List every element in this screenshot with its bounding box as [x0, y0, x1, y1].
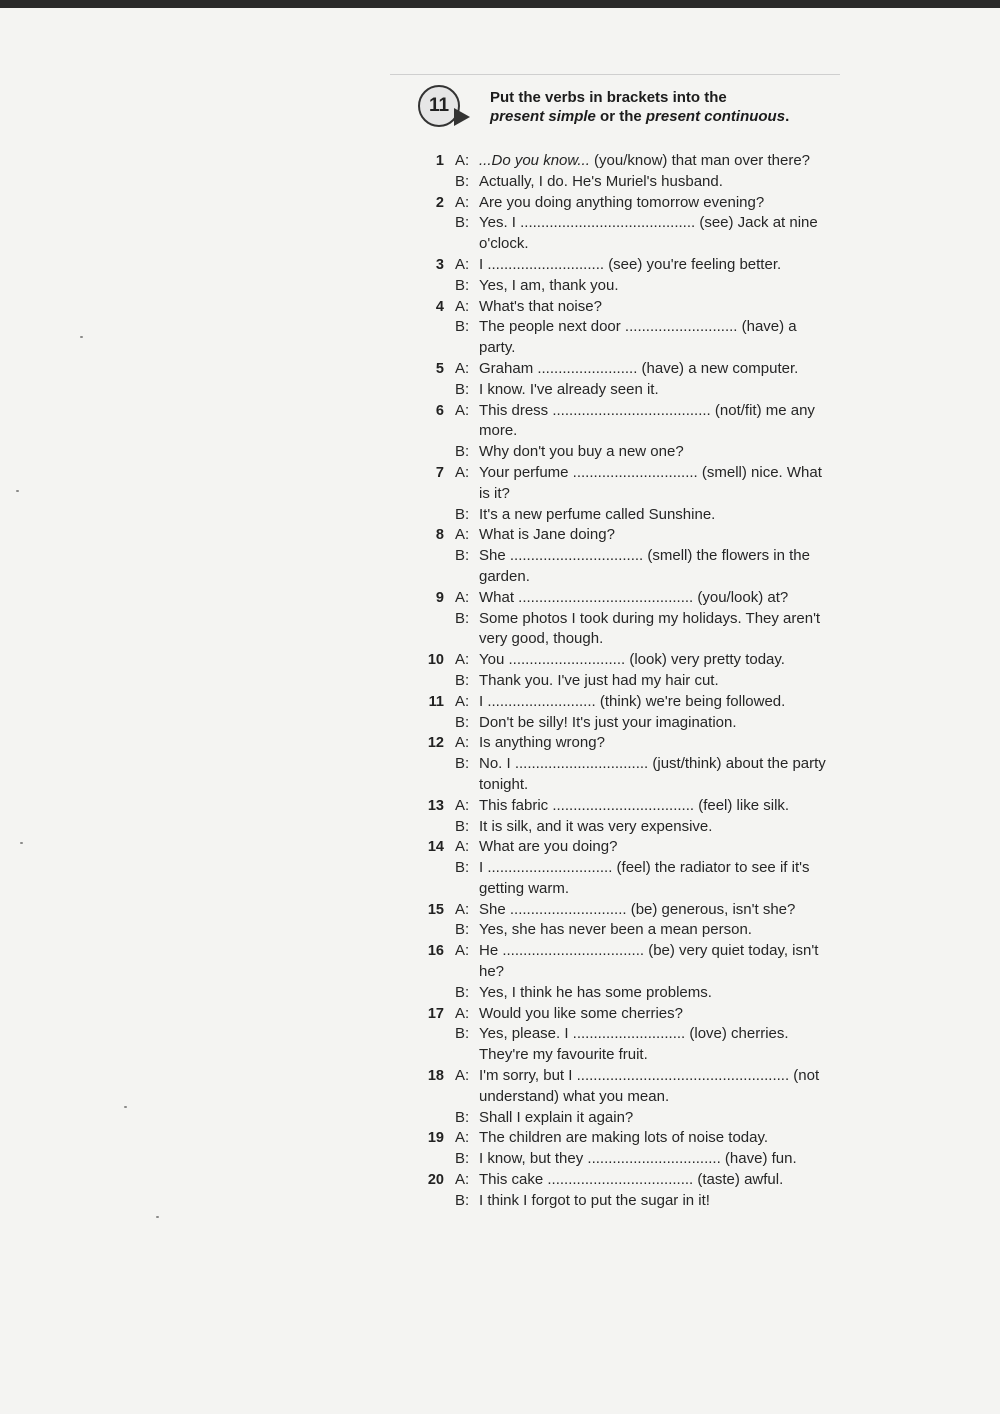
- text-segment: Your perfume .............................. (smell) nice. What is it?: [479, 463, 822, 502]
- exercise-item: [424, 650, 829, 692]
- dialogue-text: [479, 463, 829, 505]
- dialogue-line: [424, 1191, 829, 1212]
- speaker-label: B:: [455, 921, 470, 939]
- text-segment: What is Jane doing?: [479, 526, 615, 544]
- text-segment: It is silk, and it was very expensive.: [479, 817, 713, 835]
- speaker-label: A:: [455, 651, 470, 669]
- dialogue-line: [424, 380, 829, 401]
- speaker-label: B:: [455, 380, 470, 398]
- text-segment: Yes, please. I ........................... (love) cherries. They're my favourite fruit.: [479, 1025, 789, 1064]
- exercise-item: [424, 1128, 829, 1170]
- item-number: 15: [427, 901, 444, 918]
- dialogue-line: [424, 442, 829, 463]
- text-segment: I think I forgot to put the sugar in it!: [479, 1191, 710, 1209]
- instruction-line-1: Put the verbs in brackets into the: [490, 89, 727, 106]
- exercise-item: [424, 359, 829, 401]
- scan-speck: [80, 336, 83, 338]
- text-segment: I ............................ (see) you're feeling better.: [479, 255, 782, 273]
- text-segment: This fabric .................................. (feel) like silk.: [479, 796, 790, 814]
- item-number: 16: [427, 943, 444, 960]
- dialogue-text: [479, 151, 829, 172]
- text-segment: This cake ................................... (taste) awful.: [479, 1171, 784, 1189]
- badge-pointer-icon: [454, 108, 470, 126]
- scan-speck: [156, 1216, 159, 1218]
- dialogue-line: [424, 317, 829, 359]
- dialogue-text: [479, 276, 829, 297]
- dialogue-text: [479, 796, 829, 817]
- dialogue-line: [424, 546, 829, 588]
- speaker-label: A:: [455, 359, 470, 377]
- dialogue-line: [424, 817, 829, 838]
- dialogue-line: [424, 609, 829, 651]
- scan-speck: [16, 490, 19, 492]
- text-segment: I .............................. (feel) the radiator to see if it's getting warm.: [479, 859, 810, 897]
- dialogue-line: [424, 900, 829, 921]
- dialogue-text: [479, 900, 829, 921]
- item-number: 12: [427, 735, 444, 752]
- speaker-label: A:: [455, 1129, 470, 1147]
- dialogue-text: [479, 858, 829, 900]
- dialogue-line: [424, 213, 829, 255]
- speaker-label: B:: [455, 547, 470, 565]
- speaker-label: A:: [455, 838, 470, 856]
- dialogue-line: [424, 754, 829, 796]
- text-segment: The children are making lots of noise today.: [479, 1129, 769, 1147]
- exercise-item: [424, 588, 829, 650]
- speaker-label: A:: [455, 193, 470, 211]
- speaker-label: A:: [455, 900, 470, 918]
- text-segment: Don't be silly! It's just your imagination.: [479, 713, 737, 731]
- item-number: 2: [435, 194, 444, 211]
- dialogue-text: [479, 1108, 829, 1129]
- text-segment: I .......................... (think) we're being followed.: [479, 692, 786, 710]
- dialogue-text: [479, 733, 829, 754]
- dialogue-text: [479, 588, 829, 609]
- text-segment: The people next door ........................... (have) a party.: [479, 318, 797, 357]
- speaker-label: A:: [455, 526, 470, 544]
- dialogue-line: [424, 713, 829, 734]
- text-segment: Would you like some cherries?: [479, 1004, 683, 1022]
- dialogue-text: [479, 380, 829, 401]
- dialogue-text: [479, 713, 829, 734]
- item-number: 14: [427, 839, 444, 856]
- dialogue-text: [479, 1128, 829, 1149]
- exercise-item: [424, 255, 829, 297]
- dialogue-text: [479, 546, 829, 588]
- dialogue-line: [424, 297, 829, 318]
- text-segment: What's that noise?: [479, 297, 602, 315]
- dialogue-line: [424, 1066, 829, 1108]
- scan-speck: [124, 1106, 127, 1108]
- instruction-present-continuous: present continuous: [645, 108, 786, 125]
- text-segment: You ............................ (look) very pretty today.: [479, 651, 785, 669]
- dialogue-line: [424, 1170, 829, 1191]
- dialogue-line: [424, 837, 829, 858]
- speaker-label: A:: [455, 1004, 470, 1022]
- speaker-label: B:: [455, 172, 470, 190]
- header-rule: [390, 74, 840, 75]
- dialogue-text: [479, 1191, 829, 1212]
- text-segment: Yes, I am, thank you.: [479, 276, 619, 294]
- speaker-label: B:: [455, 1025, 470, 1043]
- dialogue-line: [424, 1108, 829, 1129]
- text-segment: This dress ...................................... (not/fit) me any more.: [479, 401, 815, 440]
- dialogue-line: [424, 692, 829, 713]
- text-segment: She ............................ (be) generous, isn't she?: [479, 900, 796, 918]
- dialogue-line: [424, 463, 829, 505]
- text-segment: Yes. I .......................................... (see) Jack at nine o'clock.: [479, 214, 818, 253]
- item-number: 4: [435, 298, 444, 315]
- dialogue-line: [424, 1024, 829, 1066]
- dialogue-line: [424, 172, 829, 193]
- exercise-item: [424, 1170, 829, 1212]
- speaker-label: B:: [455, 214, 470, 232]
- instruction-end: .: [785, 108, 790, 125]
- text-segment: He .................................. (be) very quiet today, isn't he?: [479, 942, 819, 981]
- dialogue-text: [479, 1149, 829, 1170]
- item-number: 18: [427, 1068, 444, 1085]
- speaker-label: A:: [455, 1171, 470, 1189]
- exercise-item: [424, 733, 829, 795]
- item-number: 11: [428, 693, 444, 710]
- speaker-label: A:: [455, 942, 470, 960]
- scan-top-edge: [0, 0, 1000, 8]
- exercise-number: 11: [428, 95, 450, 116]
- dialogue-line: [424, 588, 829, 609]
- item-number: 5: [435, 360, 444, 377]
- speaker-label: A:: [455, 255, 470, 273]
- dialogue-line: [424, 941, 829, 983]
- dialogue-text: [479, 920, 829, 941]
- dialogue-line: [424, 401, 829, 443]
- dialogue-text: [479, 213, 829, 255]
- text-segment: Are you doing anything tomorrow evening?: [479, 193, 765, 211]
- item-number: 19: [427, 1130, 444, 1147]
- text-segment: It's a new perfume called Sunshine.: [479, 505, 716, 523]
- dialogue-line: [424, 193, 829, 214]
- speaker-label: A:: [455, 588, 470, 606]
- exercise-item: [424, 1004, 829, 1066]
- dialogue-text: [479, 941, 829, 983]
- speaker-label: B:: [455, 443, 470, 461]
- speaker-label: B:: [455, 1108, 470, 1126]
- dialogue-text: [479, 609, 829, 651]
- dialogue-text: [479, 671, 829, 692]
- speaker-label: A:: [455, 152, 470, 169]
- exercise-item: [424, 525, 829, 587]
- text-segment: I'm sorry, but I ................................................... (not understand) what you mean.: [479, 1067, 820, 1105]
- dialogue-text: [479, 442, 829, 463]
- exercise-item: [424, 297, 829, 359]
- dialogue-text: [479, 401, 829, 443]
- dialogue-line: [424, 359, 829, 380]
- dialogue-text: [479, 172, 829, 193]
- dialogue-text: [479, 525, 829, 546]
- dialogue-text: [479, 983, 829, 1004]
- text-segment: I know, but they ................................ (have) fun.: [479, 1150, 797, 1168]
- instruction-or: or the: [595, 108, 646, 125]
- dialogue-text: [479, 1004, 829, 1025]
- dialogue-text: [479, 193, 829, 214]
- text-segment: Some photos I took during my holidays. They aren't very good, though.: [479, 609, 821, 648]
- instruction-present-simple: present simple: [490, 108, 596, 125]
- dialogue-text: [479, 359, 829, 380]
- exercise-item: [424, 193, 829, 255]
- exercise-item: [424, 151, 829, 193]
- text-segment: Thank you. I've just had my hair cut.: [479, 671, 719, 689]
- speaker-label: B:: [455, 859, 470, 877]
- item-number: 9: [435, 589, 444, 606]
- dialogue-line: [424, 1004, 829, 1025]
- dialogue-line: [424, 796, 829, 817]
- dialogue-text: [479, 297, 829, 318]
- dialogue-text: [479, 505, 829, 526]
- item-number: 20: [427, 1172, 444, 1189]
- item-number: 1: [435, 153, 444, 169]
- text-segment: What are you doing?: [479, 838, 618, 856]
- item-number: 7: [435, 464, 444, 481]
- speaker-label: A:: [455, 401, 470, 419]
- speaker-label: A:: [455, 734, 470, 752]
- speaker-label: B:: [455, 505, 470, 523]
- speaker-label: B:: [455, 817, 470, 835]
- dialogue-line: [424, 1149, 829, 1170]
- dialogue-text: [479, 754, 829, 796]
- exercise-item: [424, 941, 829, 1003]
- speaker-label: B:: [455, 318, 470, 336]
- item-number: 3: [435, 256, 444, 273]
- dialogue-line: [424, 525, 829, 546]
- text-segment: No. I ................................ (just/think) about the party tonight.: [479, 755, 826, 793]
- dialogue-line: [424, 983, 829, 1004]
- speaker-label: B:: [455, 609, 470, 627]
- exercise-item: [424, 1066, 829, 1128]
- item-number: 10: [427, 652, 444, 669]
- dialogue-text: [479, 692, 829, 713]
- speaker-label: B:: [455, 713, 470, 731]
- speaker-label: A:: [455, 796, 470, 814]
- dialogue-text: [479, 1066, 829, 1108]
- dialogue-line: [424, 650, 829, 671]
- dialogue-text: [479, 837, 829, 858]
- exercise-list: [424, 151, 829, 1212]
- text-segment: Shall I explain it again?: [479, 1108, 634, 1126]
- item-number: 8: [435, 527, 444, 544]
- dialogue-line: [424, 255, 829, 276]
- speaker-label: A:: [455, 463, 470, 481]
- dialogue-line: [424, 671, 829, 692]
- exercise-item: [424, 692, 829, 734]
- speaker-label: B:: [455, 671, 470, 689]
- text-segment: I know. I've already seen it.: [479, 380, 659, 398]
- scan-speck: [20, 842, 23, 844]
- dialogue-text: [479, 1024, 829, 1066]
- item-number: 6: [435, 402, 444, 419]
- dialogue-line: [424, 858, 829, 900]
- exercise-item: [424, 796, 829, 838]
- dialogue-line: [424, 733, 829, 754]
- dialogue-line: [424, 505, 829, 526]
- text-segment: (you/know) that man over there?: [589, 152, 810, 169]
- dialogue-text: [479, 1170, 829, 1191]
- dialogue-text: [479, 317, 829, 359]
- speaker-label: B:: [455, 983, 470, 1001]
- dialogue-text: [479, 650, 829, 671]
- speaker-label: B:: [455, 276, 470, 294]
- text-segment: What .......................................... (you/look) at?: [479, 588, 789, 606]
- example-answer: ...Do you know...: [479, 152, 590, 169]
- dialogue-line: [424, 151, 829, 172]
- item-number: 17: [427, 1005, 444, 1022]
- dialogue-line: [424, 920, 829, 941]
- text-segment: She ................................ (smell) the flowers in the garden.: [479, 547, 810, 585]
- text-segment: Why don't you buy a new one?: [479, 443, 684, 461]
- speaker-label: A:: [455, 1067, 470, 1085]
- exercise-item: [424, 837, 829, 899]
- exercise-item: [424, 900, 829, 942]
- exercise-item: [424, 401, 829, 463]
- text-segment: Yes, I think he has some problems.: [479, 983, 712, 1001]
- dialogue-text: [479, 255, 829, 276]
- speaker-label: B:: [455, 1150, 470, 1168]
- dialogue-line: [424, 276, 829, 297]
- dialogue-line: [424, 1128, 829, 1149]
- speaker-label: A:: [455, 297, 470, 315]
- speaker-label: A:: [455, 692, 470, 710]
- text-segment: Yes, she has never been a mean person.: [479, 921, 752, 939]
- exercise-instruction: [490, 88, 840, 126]
- text-segment: Actually, I do. He's Muriel's husband.: [479, 172, 723, 190]
- dialogue-text: [479, 817, 829, 838]
- text-segment: Graham ........................ (have) a new computer.: [479, 359, 799, 377]
- speaker-label: B:: [455, 1191, 470, 1209]
- item-number: 13: [427, 797, 444, 814]
- exercise-item: [424, 463, 829, 525]
- instruction-line-2: [490, 107, 840, 126]
- text-segment: Is anything wrong?: [479, 734, 605, 752]
- speaker-label: B:: [455, 755, 470, 773]
